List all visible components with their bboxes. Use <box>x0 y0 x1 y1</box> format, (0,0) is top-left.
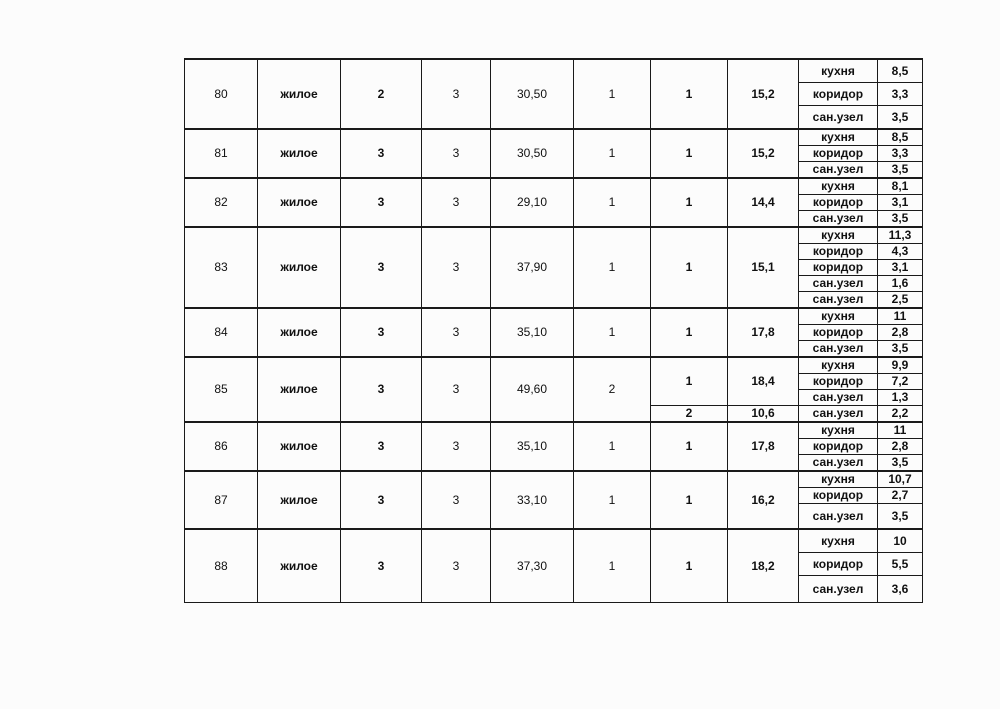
auxiliary-room-area-cell: 8,5 <box>878 59 923 83</box>
table-row <box>185 227 923 244</box>
room-index-cell: 1 <box>651 178 728 227</box>
room-index-cell: 1 <box>651 59 728 129</box>
auxiliary-room-area-cell: 3,5 <box>878 455 923 472</box>
auxiliary-room-area-cell: 3,5 <box>878 211 923 228</box>
floor-cell: 3 <box>422 227 491 308</box>
total-area-cell: 30,50 <box>491 129 574 178</box>
auxiliary-room-area-cell: 4,3 <box>878 244 923 260</box>
room-area-cell: 17,8 <box>728 422 799 471</box>
room-index-cell: 1 <box>651 227 728 308</box>
auxiliary-room-name-cell: сан.узел <box>799 455 878 472</box>
auxiliary-room-area-cell: 3,5 <box>878 106 923 130</box>
auxiliary-room-name-cell: кухня <box>799 178 878 195</box>
auxiliary-room-area-cell: 3,1 <box>878 195 923 211</box>
auxiliary-room-area-cell: 3,3 <box>878 146 923 162</box>
room-area-cell: 17,8 <box>728 308 799 357</box>
room-area-cell: 18,4 <box>728 357 799 406</box>
auxiliary-room-name-cell: сан.узел <box>799 211 878 228</box>
auxiliary-room-area-cell: 2,8 <box>878 439 923 455</box>
floor-cell: 3 <box>422 178 491 227</box>
apartment-type-cell: жилое <box>258 129 341 178</box>
auxiliary-room-name-cell: кухня <box>799 422 878 439</box>
living-rooms-cell: 1 <box>574 59 651 129</box>
auxiliary-room-name-cell: кухня <box>799 357 878 374</box>
auxiliary-room-area-cell: 3,1 <box>878 260 923 276</box>
auxiliary-room-name-cell: сан.узел <box>799 390 878 406</box>
apartment-number-cell: 82 <box>185 178 258 227</box>
rooms-count-cell: 3 <box>341 529 422 603</box>
auxiliary-room-area-cell: 10 <box>878 529 923 553</box>
auxiliary-room-name-cell: кухня <box>799 529 878 553</box>
total-area-cell: 49,60 <box>491 357 574 422</box>
auxiliary-room-name-cell: кухня <box>799 129 878 146</box>
auxiliary-room-name-cell: кухня <box>799 227 878 244</box>
auxiliary-room-name-cell: кухня <box>799 59 878 83</box>
auxiliary-room-name-cell: сан.узел <box>799 341 878 358</box>
total-area-cell: 37,30 <box>491 529 574 603</box>
auxiliary-room-name-cell: сан.узел <box>799 162 878 179</box>
total-area-cell: 35,10 <box>491 308 574 357</box>
auxiliary-room-name-cell: коридор <box>799 374 878 390</box>
auxiliary-room-name-cell: коридор <box>799 260 878 276</box>
auxiliary-room-area-cell: 3,6 <box>878 576 923 603</box>
living-rooms-cell: 1 <box>574 471 651 529</box>
living-rooms-cell: 1 <box>574 178 651 227</box>
rooms-count-cell: 3 <box>341 178 422 227</box>
apartment-number-cell: 81 <box>185 129 258 178</box>
table-row <box>185 529 923 553</box>
room-area-cell: 16,2 <box>728 471 799 529</box>
auxiliary-room-name-cell: коридор <box>799 83 878 106</box>
rooms-count-cell: 3 <box>341 227 422 308</box>
auxiliary-room-area-cell: 11 <box>878 422 923 439</box>
floor-cell: 3 <box>422 529 491 603</box>
floor-cell: 3 <box>422 471 491 529</box>
living-rooms-cell: 1 <box>574 529 651 603</box>
auxiliary-room-area-cell: 1,3 <box>878 390 923 406</box>
auxiliary-room-name-cell: сан.узел <box>799 576 878 603</box>
rooms-count-cell: 3 <box>341 129 422 178</box>
room-index-cell: 1 <box>651 471 728 529</box>
rooms-count-cell: 2 <box>341 59 422 129</box>
auxiliary-room-name-cell: коридор <box>799 325 878 341</box>
total-area-cell: 33,10 <box>491 471 574 529</box>
auxiliary-room-area-cell: 8,1 <box>878 178 923 195</box>
auxiliary-room-name-cell: сан.узел <box>799 292 878 309</box>
room-index-cell: 1 <box>651 529 728 603</box>
table-row <box>185 59 923 83</box>
apartment-number-cell: 86 <box>185 422 258 471</box>
auxiliary-room-name-cell: сан.узел <box>799 276 878 292</box>
floor-cell: 3 <box>422 129 491 178</box>
rooms-count-cell: 3 <box>341 308 422 357</box>
living-rooms-cell: 1 <box>574 422 651 471</box>
auxiliary-room-name-cell: коридор <box>799 146 878 162</box>
apartments-table-body <box>185 59 923 603</box>
living-rooms-cell: 1 <box>574 308 651 357</box>
auxiliary-room-name-cell: кухня <box>799 471 878 488</box>
rooms-count-cell: 3 <box>341 357 422 422</box>
apartment-number-cell: 87 <box>185 471 258 529</box>
auxiliary-room-area-cell: 2,5 <box>878 292 923 309</box>
table-row <box>185 308 923 325</box>
room-index-cell: 1 <box>651 357 728 406</box>
auxiliary-room-area-cell: 1,6 <box>878 276 923 292</box>
auxiliary-room-area-cell: 2,8 <box>878 325 923 341</box>
apartment-type-cell: жилое <box>258 178 341 227</box>
auxiliary-room-area-cell: 3,5 <box>878 162 923 179</box>
room-index-cell: 1 <box>651 308 728 357</box>
table-row <box>185 422 923 439</box>
auxiliary-room-name-cell: коридор <box>799 488 878 504</box>
auxiliary-room-name-cell: сан.узел <box>799 106 878 130</box>
auxiliary-room-area-cell: 2,7 <box>878 488 923 504</box>
auxiliary-room-area-cell: 3,5 <box>878 341 923 358</box>
room-area-cell: 14,4 <box>728 178 799 227</box>
auxiliary-room-area-cell: 3,5 <box>878 504 923 530</box>
apartment-number-cell: 84 <box>185 308 258 357</box>
auxiliary-room-name-cell: коридор <box>799 439 878 455</box>
auxiliary-room-name-cell: сан.узел <box>799 406 878 423</box>
auxiliary-room-name-cell: коридор <box>799 195 878 211</box>
apartment-type-cell: жилое <box>258 422 341 471</box>
total-area-cell: 35,10 <box>491 422 574 471</box>
floor-cell: 3 <box>422 308 491 357</box>
total-area-cell: 29,10 <box>491 178 574 227</box>
total-area-cell: 37,90 <box>491 227 574 308</box>
table-row <box>185 471 923 488</box>
room-area-cell: 15,2 <box>728 59 799 129</box>
auxiliary-room-name-cell: кухня <box>799 308 878 325</box>
table-row <box>185 357 923 374</box>
auxiliary-room-name-cell: сан.узел <box>799 504 878 530</box>
living-rooms-cell: 2 <box>574 357 651 422</box>
auxiliary-room-name-cell: коридор <box>799 244 878 260</box>
floor-cell: 3 <box>422 59 491 129</box>
apartment-type-cell: жилое <box>258 471 341 529</box>
apartment-type-cell: жилое <box>258 308 341 357</box>
auxiliary-room-area-cell: 2,2 <box>878 406 923 423</box>
auxiliary-room-area-cell: 5,5 <box>878 553 923 576</box>
room-area-cell: 15,2 <box>728 129 799 178</box>
auxiliary-room-area-cell: 11 <box>878 308 923 325</box>
living-rooms-cell: 1 <box>574 227 651 308</box>
apartment-number-cell: 88 <box>185 529 258 603</box>
room-index-cell: 1 <box>651 422 728 471</box>
total-area-cell: 30,50 <box>491 59 574 129</box>
living-rooms-cell: 1 <box>574 129 651 178</box>
room-index-cell: 2 <box>651 406 728 423</box>
apartment-number-cell: 85 <box>185 357 258 422</box>
auxiliary-room-name-cell: коридор <box>799 553 878 576</box>
auxiliary-room-area-cell: 9,9 <box>878 357 923 374</box>
table-row <box>185 129 923 146</box>
room-area-cell: 18,2 <box>728 529 799 603</box>
apartment-type-cell: жилое <box>258 227 341 308</box>
apartment-type-cell: жилое <box>258 357 341 422</box>
auxiliary-room-area-cell: 8,5 <box>878 129 923 146</box>
auxiliary-room-area-cell: 10,7 <box>878 471 923 488</box>
auxiliary-room-area-cell: 3,3 <box>878 83 923 106</box>
rooms-count-cell: 3 <box>341 471 422 529</box>
auxiliary-room-area-cell: 11,3 <box>878 227 923 244</box>
room-area-cell: 10,6 <box>728 406 799 423</box>
floor-cell: 3 <box>422 357 491 422</box>
room-area-cell: 15,1 <box>728 227 799 308</box>
apartment-number-cell: 83 <box>185 227 258 308</box>
apartments-table <box>184 58 923 603</box>
apartment-number-cell: 80 <box>185 59 258 129</box>
room-index-cell: 1 <box>651 129 728 178</box>
apartment-type-cell: жилое <box>258 59 341 129</box>
apartment-type-cell: жилое <box>258 529 341 603</box>
floor-cell: 3 <box>422 422 491 471</box>
table-row <box>185 178 923 195</box>
rooms-count-cell: 3 <box>341 422 422 471</box>
auxiliary-room-area-cell: 7,2 <box>878 374 923 390</box>
